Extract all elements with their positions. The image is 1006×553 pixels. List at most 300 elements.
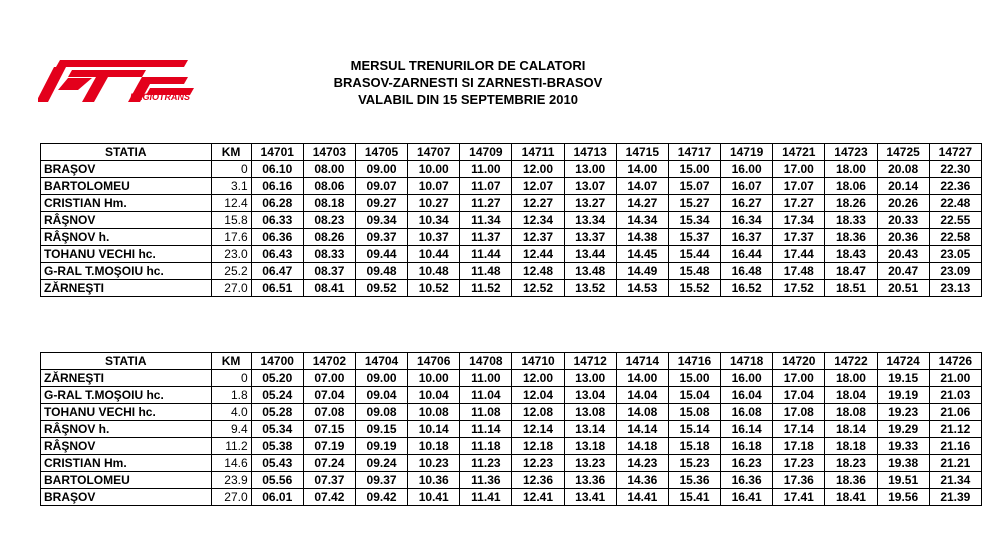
col-header-train: 14716 [668,353,720,370]
departure-time: 21.16 [929,438,981,455]
table-row [41,280,982,297]
departure-time: 18.00 [825,370,877,387]
station-km: 17.6 [211,229,251,246]
departure-time: 14.04 [616,387,668,404]
departure-time: 18.00 [825,161,877,178]
departure-time: 05.28 [251,404,303,421]
departure-time: 16.18 [721,438,773,455]
departure-time: 13.36 [564,472,616,489]
departure-time: 10.34 [408,212,460,229]
table-row [41,195,982,212]
departure-time: 09.15 [355,421,407,438]
departure-time: 18.04 [825,387,877,404]
departure-time: 12.37 [512,229,564,246]
departure-time: 12.48 [512,263,564,280]
departure-time: 15.37 [668,229,720,246]
departure-time: 18.41 [825,489,877,506]
regiotrans-logo-graphic [38,58,194,104]
departure-time: 19.56 [877,489,929,506]
departure-time: 22.48 [929,195,981,212]
departure-time: 18.33 [825,212,877,229]
station-name: RÂŞNOV [41,438,212,455]
station-km: 9.4 [211,421,251,438]
timetable-header-row [41,353,982,370]
departure-time: 23.09 [929,263,981,280]
departure-time: 12.41 [512,489,564,506]
departure-time: 15.48 [668,263,720,280]
departure-time: 18.36 [825,229,877,246]
departure-time: 17.44 [773,246,825,263]
station-name: ZĂRNEŞTI [41,370,212,387]
station-name: RÂŞNOV [41,212,212,229]
station-km: 23.9 [211,472,251,489]
departure-time: 20.36 [877,229,929,246]
departure-time: 15.34 [668,212,720,229]
departure-time: 05.34 [251,421,303,438]
col-header-train: 14714 [616,353,668,370]
header-validity: VALABIL DIN 15 SEPTEMBRIE 2010 [358,92,578,107]
departure-time: 09.08 [355,404,407,421]
departure-time: 19.19 [877,387,929,404]
departure-time: 14.08 [616,404,668,421]
departure-time: 07.04 [303,387,355,404]
departure-time: 11.04 [460,387,512,404]
departure-time: 11.08 [460,404,512,421]
table-row [41,212,982,229]
departure-time: 11.41 [460,489,512,506]
departure-time: 11.52 [460,280,512,297]
station-name: TOHANU VECHI hc. [41,404,212,421]
departure-time: 10.41 [408,489,460,506]
departure-time: 16.34 [721,212,773,229]
station-name: BRAŞOV [41,161,212,178]
departure-time: 14.36 [616,472,668,489]
departure-time: 13.27 [564,195,616,212]
departure-time: 13.37 [564,229,616,246]
col-header-km: KM [211,144,251,161]
departure-time: 11.27 [460,195,512,212]
departure-time: 20.26 [877,195,929,212]
departure-time: 13.18 [564,438,616,455]
station-km: 14.6 [211,455,251,472]
departure-time: 16.07 [721,178,773,195]
col-header-train: 14717 [668,144,720,161]
col-header-train: 14720 [773,353,825,370]
departure-time: 12.00 [512,161,564,178]
timetable-brasov-zarnesti [40,143,982,297]
timetable-header-row [41,144,982,161]
departure-time: 12.36 [512,472,564,489]
station-name: ZĂRNEŞTI [41,280,212,297]
departure-time: 16.04 [721,387,773,404]
departure-time: 11.48 [460,263,512,280]
departure-time: 14.41 [616,489,668,506]
station-km: 15.8 [211,212,251,229]
station-name: CRISTIAN Hm. [41,455,212,472]
departure-time: 10.07 [408,178,460,195]
departure-time: 14.18 [616,438,668,455]
col-header-train: 14727 [929,144,981,161]
departure-time: 11.14 [460,421,512,438]
departure-time: 13.41 [564,489,616,506]
station-km: 3.1 [211,178,251,195]
station-name: BARTOLOMEU [41,472,212,489]
departure-time: 13.00 [564,370,616,387]
departure-time: 15.00 [668,370,720,387]
table-row [41,455,982,472]
departure-time: 22.36 [929,178,981,195]
departure-time: 11.37 [460,229,512,246]
departure-time: 09.24 [355,455,407,472]
departure-time: 10.04 [408,387,460,404]
station-km: 27.0 [211,280,251,297]
timetable-zarnesti-brasov [40,352,982,506]
departure-time: 10.18 [408,438,460,455]
col-header-station: STATIA [41,144,212,161]
departure-time: 19.33 [877,438,929,455]
departure-time: 05.20 [251,370,303,387]
departure-time: 21.39 [929,489,981,506]
station-km: 0 [211,370,251,387]
departure-time: 14.49 [616,263,668,280]
departure-time: 12.34 [512,212,564,229]
departure-time: 13.08 [564,404,616,421]
departure-time: 14.23 [616,455,668,472]
departure-time: 10.23 [408,455,460,472]
departure-time: 17.00 [773,161,825,178]
col-header-train: 14704 [355,353,407,370]
col-header-train: 14705 [355,144,407,161]
departure-time: 15.04 [668,387,720,404]
col-header-train: 14715 [616,144,668,161]
departure-time: 07.08 [303,404,355,421]
departure-time: 08.26 [303,229,355,246]
departure-time: 13.23 [564,455,616,472]
departure-time: 17.04 [773,387,825,404]
departure-time: 17.18 [773,438,825,455]
departure-time: 17.07 [773,178,825,195]
departure-time: 13.48 [564,263,616,280]
departure-time: 08.41 [303,280,355,297]
departure-time: 18.06 [825,178,877,195]
departure-time: 20.43 [877,246,929,263]
departure-time: 14.00 [616,370,668,387]
departure-time: 14.00 [616,161,668,178]
departure-time: 10.14 [408,421,460,438]
departure-time: 11.18 [460,438,512,455]
departure-time: 15.08 [668,404,720,421]
station-name: RÂŞNOV h. [41,421,212,438]
departure-time: 10.00 [408,370,460,387]
departure-time: 05.43 [251,455,303,472]
station-name: TOHANU VECHI hc. [41,246,212,263]
departure-time: 18.23 [825,455,877,472]
departure-time: 07.00 [303,370,355,387]
departure-time: 16.48 [721,263,773,280]
departure-time: 07.42 [303,489,355,506]
departure-time: 17.36 [773,472,825,489]
departure-time: 15.44 [668,246,720,263]
departure-time: 20.33 [877,212,929,229]
departure-time: 21.06 [929,404,981,421]
table-row [41,370,982,387]
departure-time: 12.00 [512,370,564,387]
departure-time: 15.52 [668,280,720,297]
col-header-train: 14725 [877,144,929,161]
table-row [41,178,982,195]
departure-time: 10.08 [408,404,460,421]
departure-time: 12.52 [512,280,564,297]
departure-time: 07.37 [303,472,355,489]
departure-time: 09.34 [355,212,407,229]
departure-time: 07.19 [303,438,355,455]
departure-time: 08.23 [303,212,355,229]
departure-time: 23.05 [929,246,981,263]
departure-time: 05.38 [251,438,303,455]
departure-time: 10.52 [408,280,460,297]
departure-time: 19.38 [877,455,929,472]
departure-time: 09.52 [355,280,407,297]
departure-time: 06.33 [251,212,303,229]
departure-time: 16.27 [721,195,773,212]
station-name: G-RAL T.MOŞOIU hc. [41,387,212,404]
departure-time: 09.37 [355,229,407,246]
table-row [41,472,982,489]
col-header-train: 14722 [825,353,877,370]
col-header-train: 14700 [251,353,303,370]
departure-time: 10.48 [408,263,460,280]
departure-time: 10.36 [408,472,460,489]
station-km: 23.0 [211,246,251,263]
col-header-train: 14726 [929,353,981,370]
departure-time: 17.34 [773,212,825,229]
col-header-train: 14723 [825,144,877,161]
departure-time: 11.00 [460,161,512,178]
departure-time: 14.38 [616,229,668,246]
logo-brand-text: REGIOTRANS [130,92,191,102]
station-name: BRAŞOV [41,489,212,506]
departure-time: 20.08 [877,161,929,178]
departure-time: 13.04 [564,387,616,404]
departure-time: 14.34 [616,212,668,229]
col-header-train: 14712 [564,353,616,370]
station-km: 25.2 [211,263,251,280]
col-header-train: 14709 [460,144,512,161]
departure-time: 11.44 [460,246,512,263]
departure-time: 10.37 [408,229,460,246]
departure-time: 06.47 [251,263,303,280]
departure-time: 10.27 [408,195,460,212]
departure-time: 06.28 [251,195,303,212]
departure-time: 16.23 [721,455,773,472]
departure-time: 17.23 [773,455,825,472]
departure-time: 19.15 [877,370,929,387]
departure-time: 07.24 [303,455,355,472]
departure-time: 09.00 [355,370,407,387]
station-name: CRISTIAN Hm. [41,195,212,212]
departure-time: 17.37 [773,229,825,246]
departure-time: 09.04 [355,387,407,404]
departure-time: 06.43 [251,246,303,263]
col-header-train: 14718 [721,353,773,370]
departure-time: 20.47 [877,263,929,280]
departure-time: 16.14 [721,421,773,438]
col-header-station: STATIA [41,353,212,370]
departure-time: 12.07 [512,178,564,195]
departure-time: 16.37 [721,229,773,246]
departure-time: 20.14 [877,178,929,195]
departure-time: 17.41 [773,489,825,506]
departure-time: 14.45 [616,246,668,263]
departure-time: 09.07 [355,178,407,195]
departure-time: 17.00 [773,370,825,387]
departure-time: 08.18 [303,195,355,212]
departure-time: 17.52 [773,280,825,297]
departure-time: 12.27 [512,195,564,212]
departure-time: 11.00 [460,370,512,387]
table-row [41,438,982,455]
departure-time: 08.06 [303,178,355,195]
departure-time: 06.01 [251,489,303,506]
departure-time: 17.48 [773,263,825,280]
col-header-train: 14707 [408,144,460,161]
departure-time: 17.14 [773,421,825,438]
departure-time: 18.43 [825,246,877,263]
departure-time: 06.51 [251,280,303,297]
departure-time: 09.27 [355,195,407,212]
station-km: 27.0 [211,489,251,506]
col-header-train: 14703 [303,144,355,161]
departure-time: 13.14 [564,421,616,438]
departure-time: 12.18 [512,438,564,455]
col-header-train: 14701 [251,144,303,161]
departure-time: 19.51 [877,472,929,489]
departure-time: 10.00 [408,161,460,178]
departure-time: 18.26 [825,195,877,212]
col-header-train: 14719 [721,144,773,161]
header-route: BRASOV-ZARNESTI SI ZARNESTI-BRASOV [333,75,603,90]
col-header-train: 14706 [408,353,460,370]
station-name: RÂŞNOV h. [41,229,212,246]
departure-time: 06.36 [251,229,303,246]
station-km: 0 [211,161,251,178]
station-name: G-RAL T.MOŞOIU hc. [41,263,212,280]
departure-time: 18.14 [825,421,877,438]
departure-time: 16.08 [721,404,773,421]
departure-time: 13.44 [564,246,616,263]
departure-time: 16.44 [721,246,773,263]
departure-time: 15.14 [668,421,720,438]
departure-time: 08.00 [303,161,355,178]
departure-time: 22.58 [929,229,981,246]
departure-time: 09.00 [355,161,407,178]
departure-time: 14.14 [616,421,668,438]
table-row [41,387,982,404]
station-km: 12.4 [211,195,251,212]
departure-time: 18.51 [825,280,877,297]
departure-time: 15.36 [668,472,720,489]
departure-time: 08.33 [303,246,355,263]
departure-time: 15.41 [668,489,720,506]
departure-time: 09.48 [355,263,407,280]
page-header [258,57,678,108]
departure-time: 16.00 [721,161,773,178]
departure-time: 16.36 [721,472,773,489]
table-row [41,421,982,438]
departure-time: 11.07 [460,178,512,195]
departure-time: 15.07 [668,178,720,195]
departure-time: 16.52 [721,280,773,297]
departure-time: 19.23 [877,404,929,421]
regiotrans-logo [38,58,194,104]
table-row [41,263,982,280]
departure-time: 13.07 [564,178,616,195]
departure-time: 10.44 [408,246,460,263]
station-km: 1.8 [211,387,251,404]
departure-time: 14.07 [616,178,668,195]
departure-time: 09.44 [355,246,407,263]
col-header-train: 14711 [512,144,564,161]
departure-time: 16.41 [721,489,773,506]
departure-time: 05.24 [251,387,303,404]
departure-time: 17.27 [773,195,825,212]
departure-time: 11.23 [460,455,512,472]
header-title: MERSUL TRENURILOR DE CALATORI [350,58,586,73]
departure-time: 15.23 [668,455,720,472]
departure-time: 21.21 [929,455,981,472]
departure-time: 23.13 [929,280,981,297]
table-row [41,489,982,506]
station-name: BARTOLOMEU [41,178,212,195]
departure-time: 15.18 [668,438,720,455]
departure-time: 18.18 [825,438,877,455]
table-row [41,404,982,421]
departure-time: 18.47 [825,263,877,280]
table-row [41,229,982,246]
departure-time: 09.37 [355,472,407,489]
col-header-train: 14713 [564,144,616,161]
departure-time: 09.19 [355,438,407,455]
departure-time: 09.42 [355,489,407,506]
col-header-train: 14702 [303,353,355,370]
departure-time: 18.08 [825,404,877,421]
departure-time: 12.04 [512,387,564,404]
departure-time: 06.16 [251,178,303,195]
table-row [41,246,982,263]
departure-time: 12.44 [512,246,564,263]
departure-time: 22.30 [929,161,981,178]
departure-time: 13.00 [564,161,616,178]
col-header-train: 14710 [512,353,564,370]
departure-time: 08.37 [303,263,355,280]
departure-time: 21.34 [929,472,981,489]
departure-time: 13.52 [564,280,616,297]
station-km: 11.2 [211,438,251,455]
departure-time: 19.29 [877,421,929,438]
station-km: 4.0 [211,404,251,421]
table-row [41,161,982,178]
departure-time: 11.34 [460,212,512,229]
departure-time: 22.55 [929,212,981,229]
departure-time: 18.36 [825,472,877,489]
departure-time: 15.00 [668,161,720,178]
departure-time: 06.10 [251,161,303,178]
departure-time: 14.27 [616,195,668,212]
departure-time: 17.08 [773,404,825,421]
departure-time: 07.15 [303,421,355,438]
departure-time: 21.00 [929,370,981,387]
departure-time: 20.51 [877,280,929,297]
